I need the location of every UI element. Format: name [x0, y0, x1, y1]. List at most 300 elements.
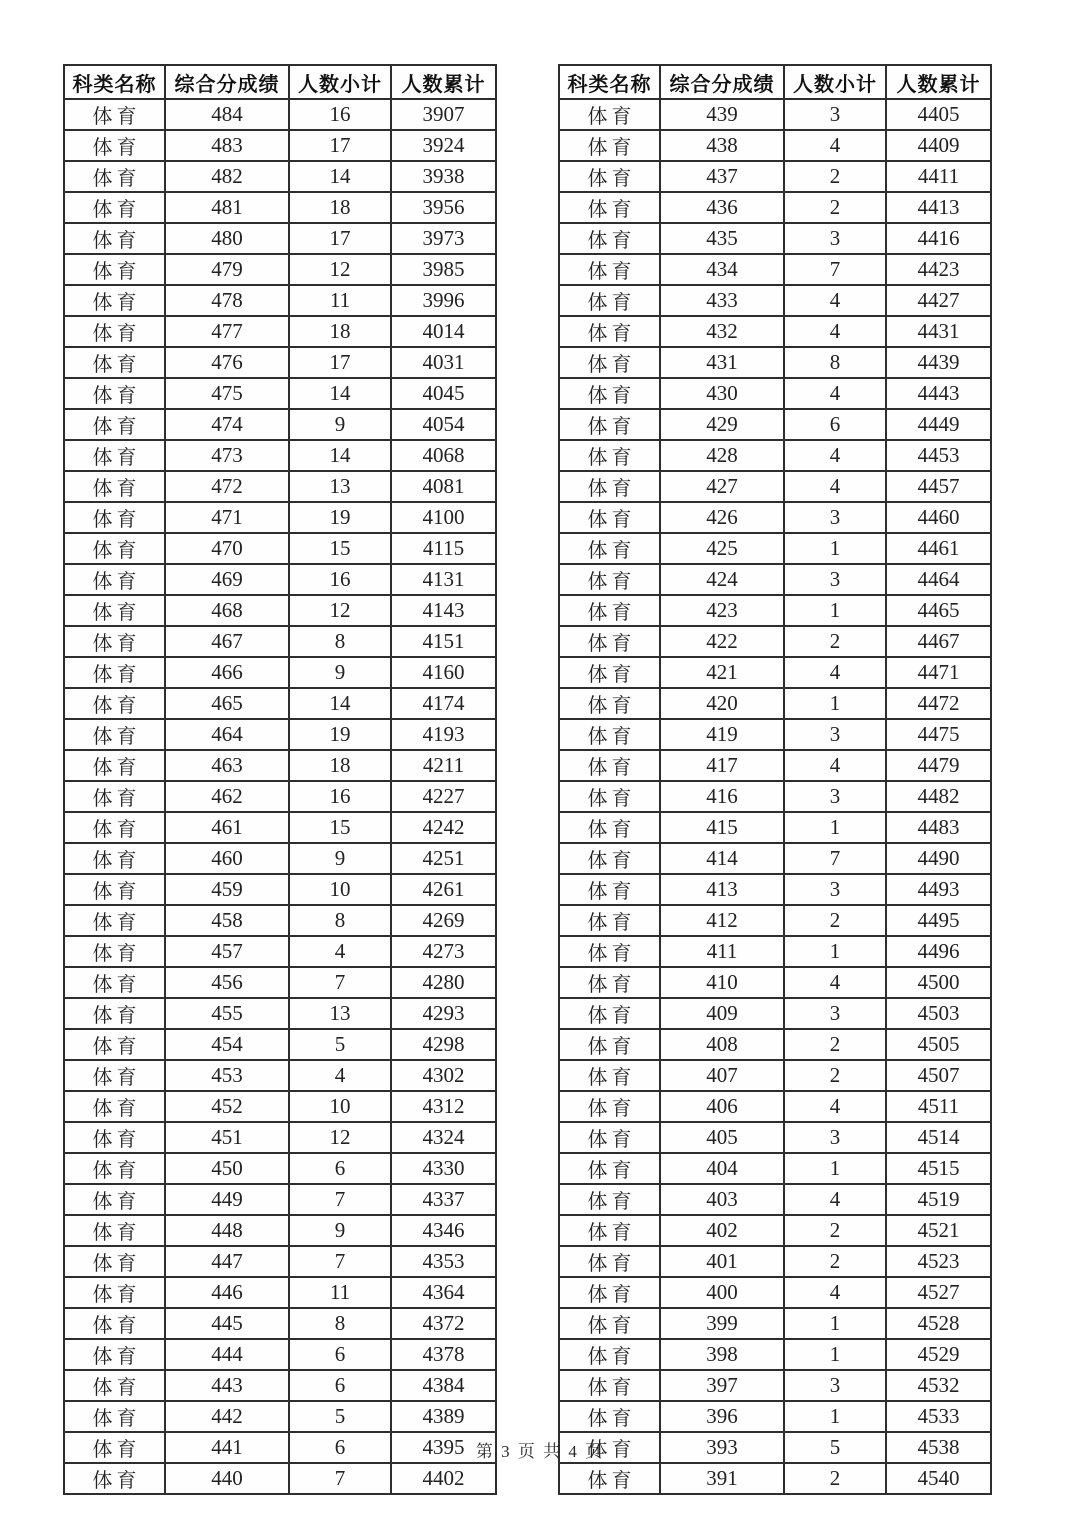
- column-header-category: 科类名称: [559, 65, 660, 99]
- cumulative-cell: 4527: [886, 1277, 991, 1308]
- category-cell: 体育: [64, 192, 165, 223]
- count-cell: 4: [784, 130, 886, 161]
- count-cell: 5: [289, 1401, 391, 1432]
- count-cell: 7: [784, 254, 886, 285]
- category-cell: 体育: [64, 1370, 165, 1401]
- table-row: [559, 812, 991, 843]
- cumulative-cell: 3938: [391, 161, 496, 192]
- cumulative-cell: 4532: [886, 1370, 991, 1401]
- table-row: [559, 874, 991, 905]
- cumulative-cell: 4160: [391, 657, 496, 688]
- category-cell: 体育: [64, 533, 165, 564]
- count-cell: 3: [784, 1122, 886, 1153]
- cumulative-cell: 4479: [886, 750, 991, 781]
- category-cell: 体育: [559, 1029, 660, 1060]
- count-cell: 19: [289, 502, 391, 533]
- cumulative-cell: 4439: [886, 347, 991, 378]
- table-row: [559, 1153, 991, 1184]
- category-cell: 体育: [559, 1463, 660, 1494]
- table-row: [64, 905, 496, 936]
- count-cell: 1: [784, 1401, 886, 1432]
- table-row: [64, 936, 496, 967]
- cumulative-cell: 4242: [391, 812, 496, 843]
- category-cell: 体育: [64, 812, 165, 843]
- cumulative-cell: 4045: [391, 378, 496, 409]
- count-cell: 3: [784, 998, 886, 1029]
- category-cell: 体育: [64, 843, 165, 874]
- category-cell: 体育: [64, 378, 165, 409]
- category-cell: 体育: [559, 1401, 660, 1432]
- table-row: [64, 130, 496, 161]
- category-cell: 体育: [559, 1308, 660, 1339]
- table-row: [559, 905, 991, 936]
- score-cell: 405: [660, 1122, 784, 1153]
- score-cell: 477: [165, 316, 289, 347]
- score-cell: 474: [165, 409, 289, 440]
- category-cell: 体育: [559, 595, 660, 626]
- table-row: [64, 967, 496, 998]
- table-row: [559, 1339, 991, 1370]
- table-row: [559, 254, 991, 285]
- page-footer: 第 3 页 共 4 页: [475, 1442, 605, 1461]
- category-cell: 体育: [64, 657, 165, 688]
- table-row: [64, 998, 496, 1029]
- table-row: [559, 1246, 991, 1277]
- table-row: [64, 347, 496, 378]
- count-cell: 18: [289, 192, 391, 223]
- count-cell: 4: [784, 1091, 886, 1122]
- cumulative-cell: 4081: [391, 471, 496, 502]
- cumulative-cell: 4131: [391, 564, 496, 595]
- count-cell: 1: [784, 533, 886, 564]
- count-cell: 7: [289, 967, 391, 998]
- score-cell: 422: [660, 626, 784, 657]
- category-cell: 体育: [559, 1091, 660, 1122]
- table-row: [64, 440, 496, 471]
- score-cell: 393: [660, 1432, 784, 1463]
- category-cell: 体育: [559, 874, 660, 905]
- cumulative-cell: 4413: [886, 192, 991, 223]
- category-cell: 体育: [559, 316, 660, 347]
- category-cell: 体育: [64, 285, 165, 316]
- score-cell: 401: [660, 1246, 784, 1277]
- score-cell: 412: [660, 905, 784, 936]
- score-cell: 484: [165, 99, 289, 130]
- cumulative-cell: 3924: [391, 130, 496, 161]
- score-cell: 400: [660, 1277, 784, 1308]
- score-cell: 482: [165, 161, 289, 192]
- count-cell: 2: [784, 1246, 886, 1277]
- score-cell: 457: [165, 936, 289, 967]
- score-cell: 417: [660, 750, 784, 781]
- score-cell: 426: [660, 502, 784, 533]
- cumulative-cell: 4495: [886, 905, 991, 936]
- cumulative-cell: 4353: [391, 1246, 496, 1277]
- table-row: [559, 1215, 991, 1246]
- score-cell: 397: [660, 1370, 784, 1401]
- count-cell: 5: [784, 1432, 886, 1463]
- category-cell: 体育: [64, 1463, 165, 1494]
- category-cell: 体育: [64, 1060, 165, 1091]
- cumulative-cell: 4467: [886, 626, 991, 657]
- count-cell: 1: [784, 936, 886, 967]
- score-cell: 463: [165, 750, 289, 781]
- cumulative-cell: 4523: [886, 1246, 991, 1277]
- category-cell: 体育: [64, 409, 165, 440]
- category-cell: 体育: [559, 1184, 660, 1215]
- score-cell: 469: [165, 564, 289, 595]
- table-row: [559, 1184, 991, 1215]
- table-row: [559, 688, 991, 719]
- score-cell: 453: [165, 1060, 289, 1091]
- count-cell: 1: [784, 1339, 886, 1370]
- cumulative-cell: 4540: [886, 1463, 991, 1494]
- count-cell: 2: [784, 905, 886, 936]
- score-cell: 402: [660, 1215, 784, 1246]
- cumulative-cell: 4298: [391, 1029, 496, 1060]
- table-header-row: [559, 65, 991, 99]
- score-cell: 445: [165, 1308, 289, 1339]
- table-row: [64, 781, 496, 812]
- cumulative-cell: 4384: [391, 1370, 496, 1401]
- category-cell: 体育: [64, 781, 165, 812]
- count-cell: 2: [784, 1060, 886, 1091]
- score-cell: 476: [165, 347, 289, 378]
- cumulative-cell: 4483: [886, 812, 991, 843]
- table-row: [64, 1277, 496, 1308]
- cumulative-cell: 4302: [391, 1060, 496, 1091]
- category-cell: 体育: [559, 347, 660, 378]
- score-cell: 424: [660, 564, 784, 595]
- table-row: [64, 719, 496, 750]
- column-header-cumulative: 人数累计: [886, 65, 991, 99]
- score-cell: 460: [165, 843, 289, 874]
- cumulative-cell: 4514: [886, 1122, 991, 1153]
- cumulative-cell: 4193: [391, 719, 496, 750]
- category-cell: 体育: [64, 1215, 165, 1246]
- table-row: [64, 471, 496, 502]
- table-row: [64, 502, 496, 533]
- category-cell: 体育: [64, 905, 165, 936]
- category-cell: 体育: [559, 843, 660, 874]
- cumulative-cell: 4174: [391, 688, 496, 719]
- category-cell: 体育: [559, 440, 660, 471]
- category-cell: 体育: [64, 440, 165, 471]
- score-cell: 470: [165, 533, 289, 564]
- table-row: [559, 1277, 991, 1308]
- table-row: [559, 533, 991, 564]
- count-cell: 12: [289, 595, 391, 626]
- table-row: [559, 1122, 991, 1153]
- category-cell: 体育: [64, 1153, 165, 1184]
- category-cell: 体育: [64, 967, 165, 998]
- table-header-row: [64, 65, 496, 99]
- cumulative-cell: 4416: [886, 223, 991, 254]
- cumulative-cell: 4143: [391, 595, 496, 626]
- cumulative-cell: 4293: [391, 998, 496, 1029]
- table-row: [64, 564, 496, 595]
- count-cell: 4: [289, 936, 391, 967]
- table-row: [64, 1339, 496, 1370]
- category-cell: 体育: [559, 254, 660, 285]
- table-row: [64, 192, 496, 223]
- count-cell: 11: [289, 285, 391, 316]
- score-cell: 436: [660, 192, 784, 223]
- score-cell: 464: [165, 719, 289, 750]
- score-cell: 398: [660, 1339, 784, 1370]
- count-cell: 4: [784, 1277, 886, 1308]
- table-row: [64, 750, 496, 781]
- category-cell: 体育: [559, 378, 660, 409]
- score-cell: 473: [165, 440, 289, 471]
- score-cell: 408: [660, 1029, 784, 1060]
- column-header-score: 综合分成绩: [660, 65, 784, 99]
- category-cell: 体育: [64, 564, 165, 595]
- count-cell: 18: [289, 750, 391, 781]
- cumulative-cell: 4269: [391, 905, 496, 936]
- category-cell: 体育: [559, 657, 660, 688]
- table-row: [559, 1091, 991, 1122]
- category-cell: 体育: [64, 1029, 165, 1060]
- score-cell: 430: [660, 378, 784, 409]
- cumulative-cell: 4346: [391, 1215, 496, 1246]
- table-row: [64, 1246, 496, 1277]
- cumulative-cell: 4273: [391, 936, 496, 967]
- category-cell: 体育: [64, 874, 165, 905]
- count-cell: 1: [784, 688, 886, 719]
- score-cell: 419: [660, 719, 784, 750]
- score-cell: 448: [165, 1215, 289, 1246]
- category-cell: 体育: [64, 347, 165, 378]
- category-cell: 体育: [64, 1122, 165, 1153]
- score-cell: 429: [660, 409, 784, 440]
- category-cell: 体育: [64, 130, 165, 161]
- category-cell: 体育: [64, 626, 165, 657]
- category-cell: 体育: [64, 750, 165, 781]
- cumulative-cell: 4054: [391, 409, 496, 440]
- score-cell: 391: [660, 1463, 784, 1494]
- category-cell: 体育: [559, 1370, 660, 1401]
- category-cell: 体育: [559, 719, 660, 750]
- category-cell: 体育: [559, 1432, 660, 1463]
- score-cell: 456: [165, 967, 289, 998]
- score-cell: 399: [660, 1308, 784, 1339]
- cumulative-cell: 4402: [391, 1463, 496, 1494]
- category-cell: 体育: [64, 223, 165, 254]
- column-header-category: 科类名称: [64, 65, 165, 99]
- table-row: [559, 998, 991, 1029]
- cumulative-cell: 4457: [886, 471, 991, 502]
- score-cell: 415: [660, 812, 784, 843]
- category-cell: 体育: [559, 1246, 660, 1277]
- count-cell: 1: [784, 1153, 886, 1184]
- cumulative-cell: 4475: [886, 719, 991, 750]
- count-cell: 2: [784, 1215, 886, 1246]
- count-cell: 7: [289, 1246, 391, 1277]
- category-cell: 体育: [64, 1308, 165, 1339]
- count-cell: 5: [289, 1029, 391, 1060]
- count-cell: 6: [289, 1339, 391, 1370]
- table-row: [64, 595, 496, 626]
- count-cell: 9: [289, 409, 391, 440]
- table-row: [64, 99, 496, 130]
- table-row: [64, 1184, 496, 1215]
- table-row: [559, 1401, 991, 1432]
- table-row: [559, 719, 991, 750]
- table-row: [64, 626, 496, 657]
- table-row: [559, 1308, 991, 1339]
- cumulative-cell: 4533: [886, 1401, 991, 1432]
- category-cell: 体育: [64, 1246, 165, 1277]
- score-cell: 406: [660, 1091, 784, 1122]
- count-cell: 7: [289, 1463, 391, 1494]
- table-row: [559, 316, 991, 347]
- count-cell: 13: [289, 471, 391, 502]
- count-cell: 12: [289, 1122, 391, 1153]
- category-cell: 体育: [559, 905, 660, 936]
- table-row: [64, 874, 496, 905]
- score-cell: 442: [165, 1401, 289, 1432]
- score-cell: 431: [660, 347, 784, 378]
- category-cell: 体育: [559, 1153, 660, 1184]
- table-row: [64, 1215, 496, 1246]
- score-cell: 403: [660, 1184, 784, 1215]
- cumulative-cell: 4449: [886, 409, 991, 440]
- table-row: [64, 316, 496, 347]
- table-row: [559, 409, 991, 440]
- cumulative-cell: 4528: [886, 1308, 991, 1339]
- table-row: [559, 161, 991, 192]
- count-cell: 2: [784, 161, 886, 192]
- score-cell: 413: [660, 874, 784, 905]
- count-cell: 9: [289, 657, 391, 688]
- score-cell: 458: [165, 905, 289, 936]
- count-cell: 17: [289, 223, 391, 254]
- cumulative-cell: 3956: [391, 192, 496, 223]
- category-cell: 体育: [559, 936, 660, 967]
- score-cell: 449: [165, 1184, 289, 1215]
- score-cell: 461: [165, 812, 289, 843]
- score-cell: 437: [660, 161, 784, 192]
- cumulative-cell: 4482: [886, 781, 991, 812]
- score-cell: 423: [660, 595, 784, 626]
- score-cell: 481: [165, 192, 289, 223]
- table-row: [64, 533, 496, 564]
- score-cell: 409: [660, 998, 784, 1029]
- column-header-cumulative: 人数累计: [391, 65, 496, 99]
- score-cell: 472: [165, 471, 289, 502]
- table-row: [64, 285, 496, 316]
- category-cell: 体育: [64, 1339, 165, 1370]
- category-cell: 体育: [559, 99, 660, 130]
- category-cell: 体育: [559, 285, 660, 316]
- table-row: [559, 1370, 991, 1401]
- cumulative-cell: 4538: [886, 1432, 991, 1463]
- count-cell: 9: [289, 843, 391, 874]
- cumulative-cell: 4460: [886, 502, 991, 533]
- category-cell: 体育: [559, 471, 660, 502]
- count-cell: 18: [289, 316, 391, 347]
- table-row: [64, 1401, 496, 1432]
- cumulative-cell: 4324: [391, 1122, 496, 1153]
- count-cell: 6: [289, 1432, 391, 1463]
- category-cell: 体育: [559, 1215, 660, 1246]
- count-cell: 3: [784, 99, 886, 130]
- cumulative-cell: 4364: [391, 1277, 496, 1308]
- table-row: [559, 657, 991, 688]
- category-cell: 体育: [559, 533, 660, 564]
- table-row: [64, 161, 496, 192]
- cumulative-cell: 4443: [886, 378, 991, 409]
- category-cell: 体育: [64, 254, 165, 285]
- category-cell: 体育: [64, 1184, 165, 1215]
- count-cell: 11: [289, 1277, 391, 1308]
- table-row: [559, 502, 991, 533]
- cumulative-cell: 4472: [886, 688, 991, 719]
- table-row: [64, 254, 496, 285]
- score-cell: 454: [165, 1029, 289, 1060]
- count-cell: 4: [784, 657, 886, 688]
- column-header-count: 人数小计: [289, 65, 391, 99]
- cumulative-cell: 4395: [391, 1432, 496, 1463]
- score-cell: 447: [165, 1246, 289, 1277]
- count-cell: 16: [289, 564, 391, 595]
- cumulative-cell: 4251: [391, 843, 496, 874]
- category-cell: 体育: [64, 1432, 165, 1463]
- count-cell: 14: [289, 378, 391, 409]
- table-row: [559, 223, 991, 254]
- table-row: [559, 285, 991, 316]
- category-cell: 体育: [64, 1091, 165, 1122]
- count-cell: 4: [784, 316, 886, 347]
- score-cell: 438: [660, 130, 784, 161]
- cumulative-cell: 4471: [886, 657, 991, 688]
- table-row: [559, 192, 991, 223]
- count-cell: 14: [289, 688, 391, 719]
- score-cell: 462: [165, 781, 289, 812]
- score-table-left: [63, 64, 497, 1495]
- cumulative-cell: 3985: [391, 254, 496, 285]
- category-cell: 体育: [559, 781, 660, 812]
- score-cell: 444: [165, 1339, 289, 1370]
- score-cell: 466: [165, 657, 289, 688]
- count-cell: 14: [289, 161, 391, 192]
- table-row: [64, 1370, 496, 1401]
- count-cell: 2: [784, 1029, 886, 1060]
- count-cell: 3: [784, 223, 886, 254]
- cumulative-cell: 4529: [886, 1339, 991, 1370]
- column-header-score: 综合分成绩: [165, 65, 289, 99]
- score-cell: 414: [660, 843, 784, 874]
- category-cell: 体育: [559, 1122, 660, 1153]
- score-cell: 404: [660, 1153, 784, 1184]
- count-cell: 16: [289, 99, 391, 130]
- table-row: [559, 750, 991, 781]
- score-cell: 441: [165, 1432, 289, 1463]
- count-cell: 4: [784, 378, 886, 409]
- table-row: [64, 223, 496, 254]
- count-cell: 7: [784, 843, 886, 874]
- cumulative-cell: 4014: [391, 316, 496, 347]
- count-cell: 15: [289, 533, 391, 564]
- score-cell: 450: [165, 1153, 289, 1184]
- count-cell: 8: [289, 626, 391, 657]
- cumulative-cell: 4405: [886, 99, 991, 130]
- score-cell: 459: [165, 874, 289, 905]
- score-cell: 455: [165, 998, 289, 1029]
- table-row: [559, 347, 991, 378]
- count-cell: 4: [784, 967, 886, 998]
